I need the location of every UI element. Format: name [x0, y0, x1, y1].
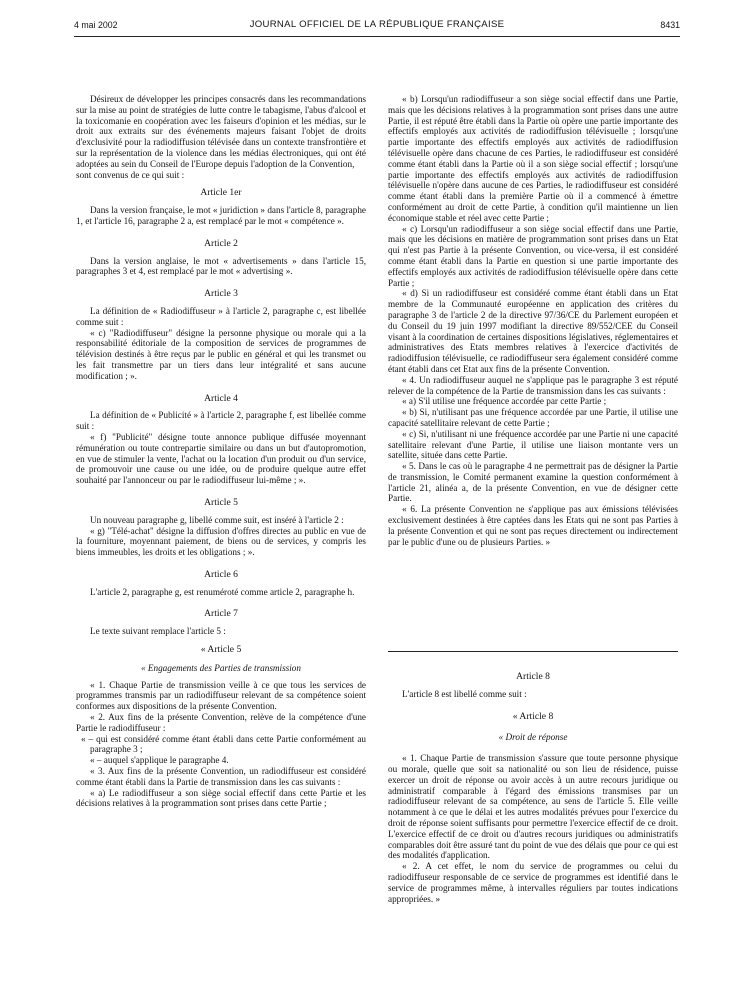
article-4-title: Article 4	[204, 392, 238, 404]
article-1-text: Dans la version française, le mot « juridiction » dans l'article 8, paragraphe 1, et l'article 16, paragraphe 2 a, est remplacé par le mot « compétence ».	[76, 205, 366, 226]
article-7-text: Le texte suivant remplace l'article 5 :	[90, 626, 226, 637]
article-3-title: Article 3	[204, 288, 238, 300]
article-6-title: Article 6	[204, 568, 238, 580]
paragraph-3b: « b) Lorsqu'un radiodiffuseur a son siège social effectif dans une Partie, mais que les décisions relatives à la programmation sont prises dans une autre Partie, il est réputé être établi dans la Partie où opère une partie importante des effectifs employés aux activités de radiodiffusion télévisuelle ; lorsqu'une partie importante des effectifs employés aux activités de radiodiffusion télévisuelle opère dans chacune de ces Parties, le radiodiffuseur est considéré comme étant établi dans la Partie où il a son siège social effectif ; lorsqu'une partie importante des effectifs employés aux activités de radiodiffusion télévisuelle n'opère dans aucune de ces Parties, le radiodiffuseur est considéré comme étant établi dans la première Partie où il a commencé à émettre conformément au droit de cette Partie, à condition qu'il maintienne un lien économique stable et réel avec cette Partie ;	[388, 94, 678, 223]
paragraph-4c: « c) Si, n'utilisant ni une fréquence accordée par une Partie ni une capacité satellitaire relevant d'une Partie, il utilise une liaison montante vers un satellite, située dans cette Partie.	[388, 428, 678, 461]
article-7-paragraph-2-item-a: « – qui est considéré comme étant établi dans cette Partie conformément au paragraphe 3 ;	[81, 733, 366, 755]
paragraph-6: « 6. La présente Convention ne s'applique pas aux émissions télévisées exclusivement destinées à être captées dans les Etats qui ne sont pas Parties à la présente Convention et qui ne sont pas reçues directement ou indirectement par le public d'une ou de plusieurs Parties. »	[388, 504, 678, 547]
paragraph-desireux: Désireux de développer les principes consacrés dans les recommandations sur la mise au point de stratégies de lutte contre le tabagisme, l'abus d'alcool et la toxicomanie en coopération avec les faiseurs d'opinion et les médias, sur le droit aux extraits sur des événements majeurs faisant l'objet de droits d'exclusivité pour la radiodiffusion télévisée dans un contexte transfrontière et sur la représentation de la violence dans les médias électroniques, qui ont été adoptées au sein du Conseil de l'Europe depuis l'adoption de la Convention,	[76, 94, 366, 169]
header-rule	[74, 36, 680, 37]
article-8-paragraph-2: « 2. A cet effet, le nom du service de programmes ou celui du radiodiffuseur responsable de ce service de programmes est identifié dans le service de programmes même, à intervalles réguliers par toutes indications appropriées. »	[388, 861, 678, 904]
article-1-title: Article 1er	[200, 187, 242, 199]
right-column-upper	[388, 94, 678, 547]
article-7-title: Article 7	[204, 608, 238, 620]
article-8-quoted-title: « Article 8	[512, 710, 554, 722]
article-7-paragraph-3: « 3. Aux fins de la présente Convention, un radiodiffuseur est considéré comme étant établi dans la Partie de transmission dans les cas suivants :	[76, 766, 366, 787]
article-4-text-1: La définition de « Publicité » à l'article 2, paragraphe f, est libellée comme suit :	[76, 410, 366, 432]
paragraph-4b: « b) Si, n'utilisant pas une fréquence accordée par une Partie, il utilise une capacité satellitaire relevant de cette Partie ;	[388, 407, 678, 428]
article-8-subtitle: « Droit de réponse	[498, 732, 568, 743]
article-5-text-1: Un nouveau paragraphe g, libellé comme suit, est inséré à l'article 2 :	[90, 514, 344, 525]
left-column	[76, 94, 366, 809]
article-7-paragraph-2: « 2. Aux fins de la présente Convention, relève de la compétence d'une Partie le radiodiffuseur :	[76, 712, 366, 733]
paragraph-3c: « c) Lorsqu'un radiodiffuseur a son siège social effectif dans une Partie, mais que les décisions en matière de programmation sont prises dans un Etat qui n'est pas Partie à la présente Convention, ou vice-versa, il est considéré comme étant établi dans la Partie en question si une partie importante des effectifs employés aux activités de radiodiffusion télévisuelle opère dans cette Partie ;	[388, 223, 678, 288]
article-7-paragraph-2-item-b: « – auquel s'applique le paragraphe 4.	[90, 755, 229, 766]
header-page-number: 8431	[660, 20, 680, 30]
article-3-text-1: La définition de « Radiodiffuseur » à l'article 2, paragraphe c, est libellée comme suit :	[76, 305, 366, 327]
page-header	[74, 19, 680, 37]
paragraph-5: « 5. Dans le cas où le paragraphe 4 ne permettrait pas de désigner la Partie de transmission, le Comité permanent examine la question conformément à l'article 21, alinéa a, de la présente Convention, en vue de désigner cette Partie.	[388, 461, 678, 504]
article-7-quoted-title: « Article 5	[200, 644, 242, 656]
article-2-title: Article 2	[204, 237, 238, 249]
article-3-text-2: « c) "Radiodiffuseur" désigne la personne physique ou morale qui a la responsabilité éditoriale de la composition de services de programmes de télévision destinés à être reçus par le public en général et qui les transmet ou les fait transmettre par un tiers dans leur intégralité et sans aucune modification ; ».	[76, 327, 366, 381]
article-8-title: Article 8	[516, 671, 550, 682]
article-4-text-2: « f) "Publicité" désigne toute annonce publique diffusée moyennant rémunération ou toute contrepartie similaire ou dans un but d'autopromotion, en vue de stimuler la vente, l'achat ou la location d'un produit ou d'un service, de promouvoir une cause ou une idée, ou de produire quelque autre effet souhaité par l'annonceur ou par le radiodiffuseur lui-même ; ».	[76, 431, 366, 486]
article-7-subtitle: « Engagements des Parties de transmission	[140, 662, 301, 673]
header-date: 4 mai 2002	[74, 20, 118, 30]
right-column-lower	[388, 672, 678, 904]
article-5-title: Article 5	[204, 496, 238, 508]
article-7-paragraph-1: « 1. Chaque Partie de transmission veille à ce que tous les services de programmes transmis par un radiodiffuseur relevant de sa compétence soient conformes aux dispositions de la présente Convention.	[76, 679, 366, 712]
section-divider-rule	[388, 651, 678, 652]
article-8-text: L'article 8 est libellé comme suit :	[402, 688, 527, 699]
article-5-text-2: « g) "Télé-achat" désigne la diffusion d'offres directes au public en vue de la fourniture, moyennant paiement, de biens ou de services, y compris les biens immeubles, les droits et les obligations ; ».	[76, 525, 366, 558]
paragraph-4a: « a) S'il utilise une fréquence accordée par cette Partie ;	[402, 396, 607, 407]
article-6-text: L'article 2, paragraphe g, est renuméroté comme article 2, paragraphe h.	[90, 586, 355, 597]
article-7-paragraph-3-item-a: « a) Le radiodiffuseur a son siège social effectif dans cette Partie et les décisions relatives à la programmation sont prises dans cette Partie ;	[76, 787, 366, 809]
paragraph-4: « 4. Un radiodiffuseur auquel ne s'applique pas le paragraphe 3 est réputé relever de la compétence de la Partie de transmission dans les cas suivants :	[388, 374, 678, 396]
header-journal-title: JOURNAL OFFICIEL DE LA RÉPUBLIQUE FRANÇAISE	[249, 19, 505, 30]
article-2-text: Dans la version anglaise, le mot « advertisements » dans l'article 15, paragraphes 3 et 4, est remplacé par le mot « advertising ».	[76, 255, 366, 277]
paragraph-3d: « d) Si un radiodiffuseur est considéré comme étant établi dans un Etat membre de la Communauté européenne en application des critères du paragraphe 3 de l'article 2 de la directive 97/36/CE du Parlement européen et du Conseil du 19 juin 1997 modifiant la directive 89/552/CEE du Conseil visant à la coordination de certaines dispositions législatives, réglementaires et administratives des Etats membres relatives à l'exercice d'activités de radiodiffusion télévisuelle, ce radiodiffuseur sera également considéré comme étant établi dans cet Etat aux fins de la présente Convention.	[388, 288, 678, 374]
article-8-paragraph-1: « 1. Chaque Partie de transmission s'assure que toute personne physique ou morale, quelle que soit sa nationalité ou son lieu de résidence, puisse exercer un droit de réponse ou avoir accès à un autre recours juridique ou administratif comparable à l'égard des émissions transmises par un radiodiffuseur relevant de sa compétence, au sens de l'article 5. Elle veille notamment à ce que le délai et les autres modalités prévues pour l'exercice du droit de réponse soient suffisants pour permettre l'exercice effectif de ce droit. L'exercice effectif de ce droit ou d'autres recours juridiques ou administratifs comparables doit être assuré tant du point de vue des délais que pour ce qui est des modalités d'application.	[388, 753, 678, 861]
paragraph-convenus: sont convenus de ce qui suit :	[76, 169, 185, 180]
